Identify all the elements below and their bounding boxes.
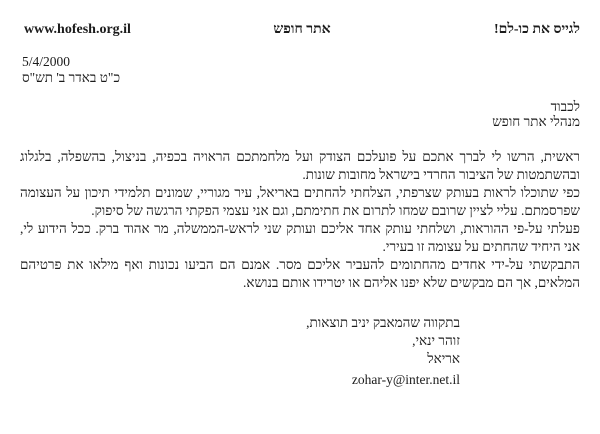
signature-city: אריאל	[427, 351, 460, 366]
body-paragraph-1: ראשית, הרשו לי לברך אתכם על פועלכם הצודק ועל מלחמתכם הראויה בכפיה, בניצול, בהשפלה, בלגלוג ובהשתמטות של הציבור החרדי בישראל מחובות שונות.	[20, 149, 580, 182]
hebrew-date: כ"ט באדר ב' תש"ס	[22, 70, 121, 85]
date-block	[20, 54, 580, 86]
recipient-block	[20, 99, 580, 129]
letterhead-site-url: www.hofesh.org.il	[24, 22, 131, 37]
signature-name: זוהר ינאי,	[412, 333, 460, 348]
gregorian-date: 5/4/2000	[22, 54, 71, 69]
signature-email: zohar-y@inter.net.il	[351, 372, 460, 387]
body-paragraph-2: כפי שתוכלו לראות בעותק שצרפתי, הצלחתי להחתים באריאל, עיר מגוריי, שמונים תלמידי תיכון על העצומה שפרסמתם. עליי לציין שרובם שמחו לתרום את חתימתם, וגם אני עצמי הפקתי הרגשה של סיפוק.	[20, 185, 580, 218]
letter-body	[20, 148, 580, 292]
letterhead-site-name: אתר חופש	[273, 22, 331, 37]
body-paragraph-3: פעלתי על-פי ההוראות, ושלחתי עותק אחד אליכם ועותק שני לראש-הממשלה, מר אהוד ברק. ככל הידוע לי, אני היחיד שהחתים על עצומה זו בעירי.	[20, 221, 580, 254]
recipient-salutation: לכבוד	[550, 99, 580, 114]
body-paragraph-4: התבקשתי על-ידי אחדים מהחתומים להעביר אליכם מסר. אמנם הם הביעו נכונות ואף מילאו את פרטיהם המלאים, אך הם מבקשים שלא יפנו אליהם או יטרידו אותם בנושא.	[20, 257, 580, 290]
letterhead-slogan: לגייס את כו-לם!	[493, 22, 580, 37]
letterhead	[20, 22, 580, 38]
signature-closing: בתקווה שהמאבק יניב תוצאות,	[306, 315, 460, 330]
recipient-name: מנהלי אתר חופש	[492, 114, 580, 129]
signature-block	[20, 314, 460, 389]
